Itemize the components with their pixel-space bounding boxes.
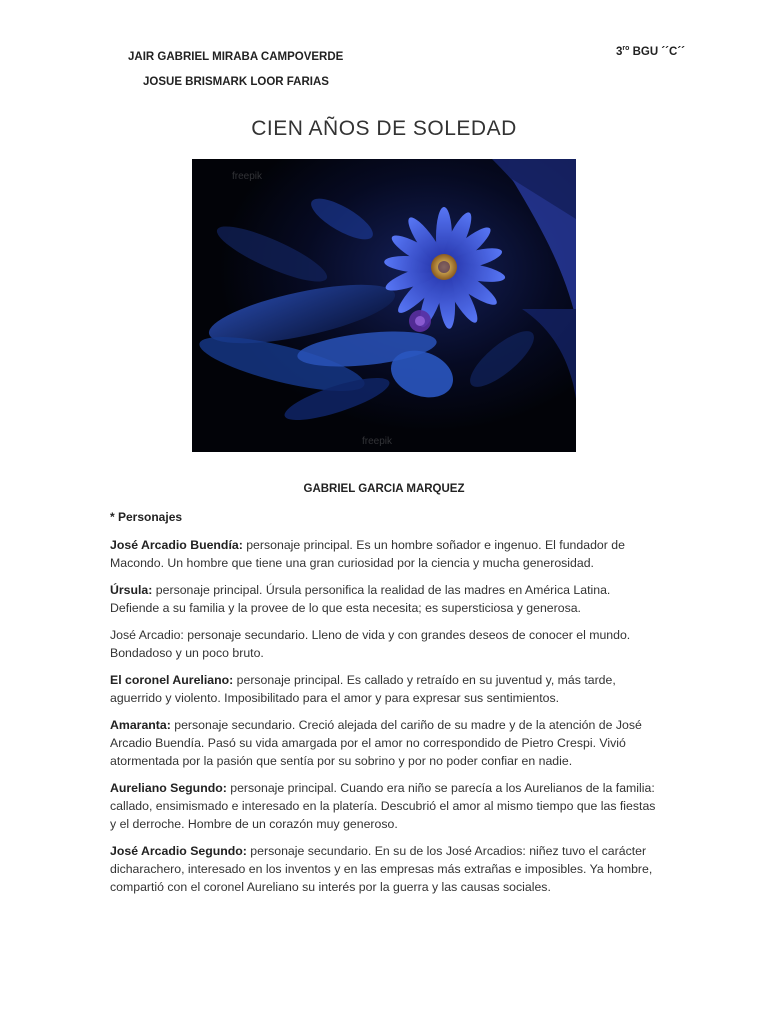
character-description: personaje secundario. Creció alejada del cariño de su madre y de la atención de José Arcadio Buendía. Pasó su vida amargada por el amor no correspondido de Pietro Crespi. Vivió atormentada por la pasión que sentía por su sobrino y por no poder confiar en nadie.: [110, 718, 642, 768]
page-title: CIEN AÑOS DE SOLEDAD: [251, 117, 517, 140]
character-name: Aureliano Segundo:: [110, 781, 227, 795]
character-entry: [110, 671, 660, 707]
character-name: Úrsula:: [110, 583, 153, 597]
character-description: personaje secundario. En su de los José Arcadios: niñez tuvo el carácter dicharachero, interesado en los inventos y en las empresas más extrañas e imposibles. Ya hombre, compartió con el coronel Aureliano su interés por la guerra y las causas sociales.: [110, 844, 653, 894]
watermark-text: freepik: [232, 171, 263, 182]
character-name: José Arcadio:: [110, 628, 184, 642]
character-name: El coronel Aureliano:: [110, 673, 234, 687]
character-description: personaje secundario. Lleno de vida y con grandes deseos de conocer el mundo. Bondadoso y un poco bruto.: [110, 628, 631, 660]
character-entry: [110, 716, 660, 770]
character-description: personaje principal. Cuando era niño se parecía a los Aurelianos de la familia: callado, ensimismado e interesado en la platería. Descubrió el amor al mismo tiempo que las fiestas y el derroche. Hombre de un corazón muy generoso.: [110, 781, 656, 831]
student-name-2: JOSUE BRISMARK LOOR FARIAS: [143, 76, 329, 88]
blue-flower-illustration: [192, 159, 576, 452]
character-name: José Arcadio Segundo:: [110, 844, 247, 858]
character-entry: [110, 581, 660, 617]
grade-label: $3^{ro}$ BGU ´´C´´: [616, 45, 685, 58]
character-name: José Arcadio Buendía:: [110, 538, 243, 552]
book-author: GABRIEL GARCIA MARQUEZ: [303, 483, 465, 495]
student-name-1: JAIR GABRIEL MIRABA CAMPOVERDE: [128, 51, 344, 63]
character-entry: [110, 779, 660, 833]
section-heading: * Personajes: [110, 510, 183, 524]
character-entry: [110, 842, 660, 896]
character-list: [110, 536, 660, 905]
character-description: personaje principal. Es callado y retraído en su juventud y, más tarde, aguerrido y violento. Imposibilitado para el amor y para expresar sus sentimientos.: [110, 673, 616, 705]
watermark-text: freepik: [362, 436, 393, 447]
cover-image: [192, 159, 576, 452]
character-description: personaje principal. Es un hombre soñador e ingenuo. El fundador de Macondo. Un hombre que tiene una gran curiosidad por la ciencia y mucha generosidad.: [110, 538, 625, 570]
character-entry: [110, 626, 660, 662]
character-description: personaje principal. Úrsula personifica la realidad de las madres en América Latina. Defiende a su familia y la provee de lo que esta necesita; es supersticiosa y generosa.: [110, 583, 611, 615]
character-entry: [110, 536, 660, 572]
character-name: Amaranta:: [110, 718, 171, 732]
